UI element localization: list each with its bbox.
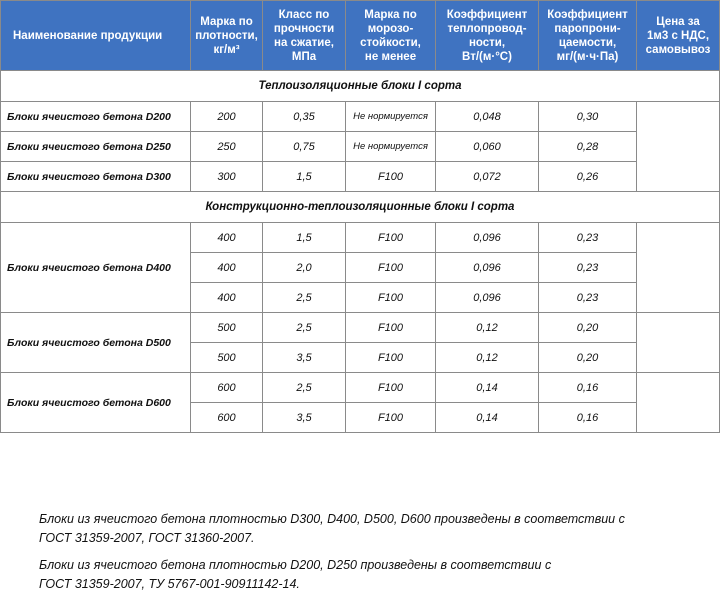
strength-cell: 2,5: [263, 283, 346, 313]
footnote-line: Блоки из ячеистого бетона плотностью D300, D400, D500, D600 произведены в соответствии с: [39, 512, 625, 526]
frost-cell: F100: [346, 253, 436, 283]
header-thermal-line: Вт/(м·°С): [462, 50, 512, 63]
header-strength: [263, 1, 346, 71]
table-row: [1, 313, 720, 343]
frost-cell: F100: [346, 162, 436, 192]
thermal-cell: 0,12: [436, 313, 539, 343]
header-strength-line: Класс по: [278, 8, 330, 21]
thermal-cell: 0,096: [436, 223, 539, 253]
header-frost-line: стойкости,: [360, 36, 421, 49]
thermal-cell: 0,060: [436, 132, 539, 162]
frost-cell: F100: [346, 403, 436, 433]
table-row: [1, 162, 720, 192]
vapor-cell: 0,23: [539, 223, 637, 253]
density-cell: 600: [191, 403, 263, 433]
header-product-name: [1, 1, 191, 71]
thermal-cell: 0,096: [436, 283, 539, 313]
header-row: [1, 1, 720, 71]
thermal-cell: 0,12: [436, 343, 539, 373]
product-name: Блоки ячеистого бетона D400: [1, 223, 191, 313]
footnote-line: Блоки из ячеистого бетона плотностью D200, D250 произведены в соответствии с: [39, 558, 552, 572]
table-row: [1, 373, 720, 403]
density-cell: 250: [191, 132, 263, 162]
header-frost-line: Марка по: [364, 8, 417, 21]
header-density-line: Марка по: [200, 15, 253, 28]
header-price: [637, 1, 720, 71]
header-vapor-line: Коэффициент: [547, 8, 628, 21]
header-thermal-line: Коэффициент: [446, 8, 528, 21]
product-name: Блоки ячеистого бетона D200: [1, 102, 191, 132]
strength-cell: 2,5: [263, 313, 346, 343]
thermal-cell: 0,14: [436, 373, 539, 403]
frost-cell: F100: [346, 313, 436, 343]
footnotes: [39, 510, 709, 602]
frost-cell: F100: [346, 283, 436, 313]
vapor-cell: 0,20: [539, 313, 637, 343]
section-row: [1, 71, 720, 102]
price-cell: [637, 223, 720, 313]
vapor-cell: 0,23: [539, 253, 637, 283]
table-row: [1, 132, 720, 162]
frost-cell: F100: [346, 373, 436, 403]
strength-cell: 2,5: [263, 373, 346, 403]
density-cell: 600: [191, 373, 263, 403]
header-thermal: [436, 1, 539, 71]
strength-cell: 3,5: [263, 403, 346, 433]
thermal-cell: 0,048: [436, 102, 539, 132]
frost-cell: Не нормируется: [346, 102, 436, 132]
thermal-cell: 0,14: [436, 403, 539, 433]
density-cell: 300: [191, 162, 263, 192]
footnote-line: ГОСТ 31359-2007, ГОСТ 31360-2007.: [39, 531, 255, 545]
header-price-line: 1м3 с НДС,: [646, 29, 710, 42]
thermal-cell: 0,072: [436, 162, 539, 192]
footnote-1: [39, 510, 709, 548]
density-cell: 500: [191, 313, 263, 343]
header-thermal-line: теплопровод-: [447, 22, 527, 35]
price-cell: [637, 373, 720, 433]
density-cell: 200: [191, 102, 263, 132]
header-thermal-line: ности,: [468, 36, 506, 49]
product-name: Блоки ячеистого бетона D600: [1, 373, 191, 433]
footnote-line: ГОСТ 31359-2007, ТУ 5767-001-90911142-14.: [39, 577, 300, 591]
header-price-line: самовывоз: [645, 43, 711, 56]
table-row: [1, 102, 720, 132]
section-row: [1, 192, 720, 223]
frost-cell: F100: [346, 343, 436, 373]
frost-cell: Не нормируется: [346, 132, 436, 162]
section-title: Теплоизоляционные блоки I сорта: [1, 71, 720, 102]
frost-cell: F100: [346, 223, 436, 253]
vapor-cell: 0,20: [539, 343, 637, 373]
header-vapor-line: паропрони-: [554, 22, 621, 35]
strength-cell: 1,5: [263, 223, 346, 253]
vapor-cell: 0,28: [539, 132, 637, 162]
header-strength-line: МПа: [291, 50, 317, 63]
header-frost: [346, 1, 436, 71]
product-name: Блоки ячеистого бетона D250: [1, 132, 191, 162]
header-frost-line: морозо-: [367, 22, 414, 35]
density-cell: 400: [191, 253, 263, 283]
strength-cell: 3,5: [263, 343, 346, 373]
price-cell: [637, 313, 720, 373]
header-density-unit: кг/м³: [213, 43, 240, 56]
density-cell: 400: [191, 283, 263, 313]
density-cell: 400: [191, 223, 263, 253]
header-vapor: [539, 1, 637, 71]
table-row: [1, 223, 720, 253]
product-name: Блоки ячеистого бетона D500: [1, 313, 191, 373]
vapor-cell: 0,30: [539, 102, 637, 132]
header-price-line: Цена за: [656, 15, 700, 28]
footnote-2: [39, 556, 709, 594]
vapor-cell: 0,26: [539, 162, 637, 192]
header-frost-line: не менее: [364, 50, 417, 63]
vapor-cell: 0,23: [539, 283, 637, 313]
header-density: [191, 1, 263, 71]
strength-cell: 0,75: [263, 132, 346, 162]
density-cell: 500: [191, 343, 263, 373]
section-title: Конструкционно-теплоизоляционные блоки I сорта: [1, 192, 720, 223]
header-vapor-line: мг/(м·ч·Па): [556, 50, 619, 63]
thermal-cell: 0,096: [436, 253, 539, 283]
header-product-name-text: Наименование продукции: [13, 29, 163, 42]
vapor-cell: 0,16: [539, 403, 637, 433]
strength-cell: 0,35: [263, 102, 346, 132]
header-strength-line: на сжатие,: [274, 36, 334, 49]
header-vapor-line: цаемости,: [558, 36, 617, 49]
header-strength-line: прочности: [273, 22, 335, 35]
header-density-line: плотности,: [195, 29, 258, 42]
vapor-cell: 0,16: [539, 373, 637, 403]
strength-cell: 2,0: [263, 253, 346, 283]
strength-cell: 1,5: [263, 162, 346, 192]
price-cell: [637, 102, 720, 192]
product-name: Блоки ячеистого бетона D300: [1, 162, 191, 192]
